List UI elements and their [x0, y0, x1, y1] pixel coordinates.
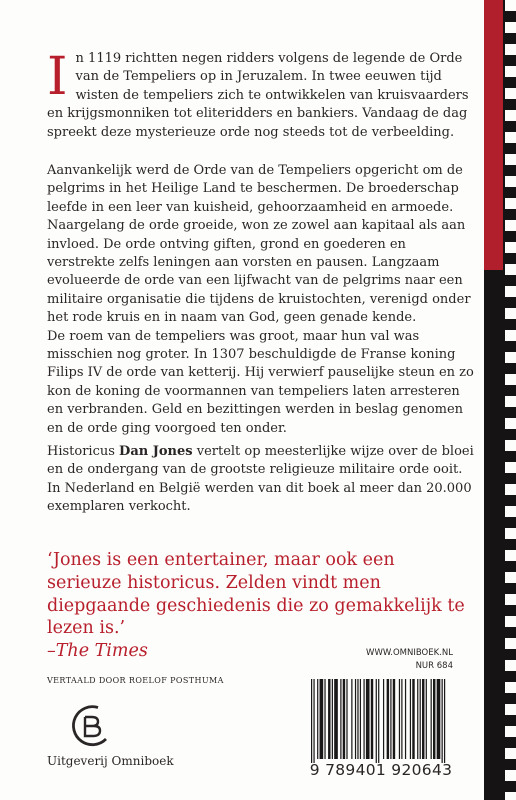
- barcode-bar: [343, 679, 345, 759]
- barcode-bar: [433, 679, 435, 759]
- barcode-bar: [437, 679, 441, 759]
- barcode-bar: [426, 679, 427, 759]
- intro-text: n 1119 richtten negen ridders volgens de legende de Orde van de Tempeliers op in Jeruzalem. In twee eeuwen tijd wisten de tempeliers zich te ontwikkelen van kruisvaarders en krijgsmonniken tot eliteridders en bankiers. Vandaag de dag spreekt deze mysterieuze orde nog steeds tot de verbeelding.: [47, 51, 469, 140]
- author-paragraph: [47, 443, 476, 517]
- isbn-number: 9 789401 920643: [309, 761, 453, 779]
- barcode-bar: [420, 679, 421, 759]
- barcode-bar: [317, 679, 318, 759]
- drop-cap: I: [47, 47, 68, 107]
- intro-paragraph: [47, 47, 476, 142]
- review-quote-source: –The Times: [47, 641, 148, 662]
- body-paragraphs: Aanvankelijk werd de Orde van de Tempeliers opgericht om de pelgrims in het Heilige Land te beschermen. De broederschap leefde in een leer van kuisheid, gehoorzaamheid en armoede. Naargelang de orde groeide, won ze zowel aan kapitaal als aan invloed. De orde ontving giften, grond en goederen en verstrekte zelfs leningen aan vorsten en pausen. Langzaam evolueerde de orde van een lijfwacht van de pelgrims naar een militaire organisatie die tijdens de kruistochten, verenigd onder het rode kruis en in naam van God, geen genade kende. De roem van de tempeliers was groot, maar hun val was misschien nog groter. In 1307 beschuldigde de Franse koning Filips IV de orde van ketterij. Hij verwierf pauselijke steun en zo kon de koning de voormannen van tempeliers laten arresteren en verbranden. Geld en bezittingen werden in beslag genomen en de orde ging voorgoed ten onder.: [47, 163, 474, 436]
- barcode-bar: [366, 679, 370, 759]
- review-quote: [47, 549, 467, 663]
- side-decorative-strip: [484, 0, 516, 800]
- barcode-bar: [340, 679, 341, 759]
- barcode-bar: [390, 679, 391, 759]
- barcode-bar: [311, 679, 312, 763]
- barcode-bar: [401, 679, 402, 759]
- barcode-bar: [412, 679, 414, 759]
- barcode-bar: [387, 679, 389, 759]
- barcode-bar: [313, 679, 314, 763]
- barcode-bar: [410, 679, 411, 759]
- barcode-bar: [371, 679, 373, 759]
- barcode-bar: [346, 679, 347, 759]
- barcode-bar: [376, 679, 377, 763]
- nur-code: NUR 684: [415, 661, 453, 671]
- barcode-bar: [405, 679, 406, 759]
- barcode-bar: [351, 679, 352, 759]
- barcode-bar: [422, 679, 424, 759]
- barcode-bar: [417, 679, 418, 759]
- publisher-name: Uitgeverij Omniboek: [47, 754, 174, 768]
- barcode-bar: [360, 679, 361, 759]
- barcode-bar: [431, 679, 432, 759]
- website-url: WWW.OMNIBOEK.NL: [366, 648, 453, 658]
- author-para-before: Historicus: [47, 444, 120, 459]
- barcode-bar: [334, 679, 338, 759]
- barcode-bar: [363, 679, 364, 759]
- review-quote-text: ‘Jones is een entertainer, maar ook een serieuze historicus. Zelden vindt men diepgaande geschiedenis die zo gemakkelijk te lezen is.’: [47, 550, 465, 639]
- barcode-bar: [324, 679, 325, 759]
- barcode-bar: [399, 679, 400, 759]
- translator-credit: VERTAALD DOOR ROELOF POSTHUMA: [47, 676, 224, 685]
- barcode-bar: [355, 679, 356, 759]
- author-para-after: vertelt op meesterlijke wijze over de bloei en de ondergang van de grootste religieuze militaire orde ooit. In Nederland en België werden van dit boek al meer dan 20.000 exemplaren verkocht.: [47, 444, 474, 515]
- isbn-barcode: [309, 679, 453, 763]
- barcode-bar: [320, 679, 324, 759]
- barcode-bar: [328, 679, 330, 759]
- barcode-bar: [332, 679, 333, 759]
- barcode-bar: [383, 679, 384, 759]
- author-name: Dan Jones: [119, 444, 193, 459]
- side-strip-perforation: [505, 0, 516, 800]
- barcode-bar: [378, 679, 379, 763]
- barcode-bar: [444, 679, 445, 763]
- barcode-bar: [357, 679, 358, 759]
- barcode-bar: [393, 679, 395, 759]
- omniboek-logo-icon: [68, 703, 112, 747]
- barcode-bar: [442, 679, 443, 763]
- side-strip-red-block: [484, 0, 503, 270]
